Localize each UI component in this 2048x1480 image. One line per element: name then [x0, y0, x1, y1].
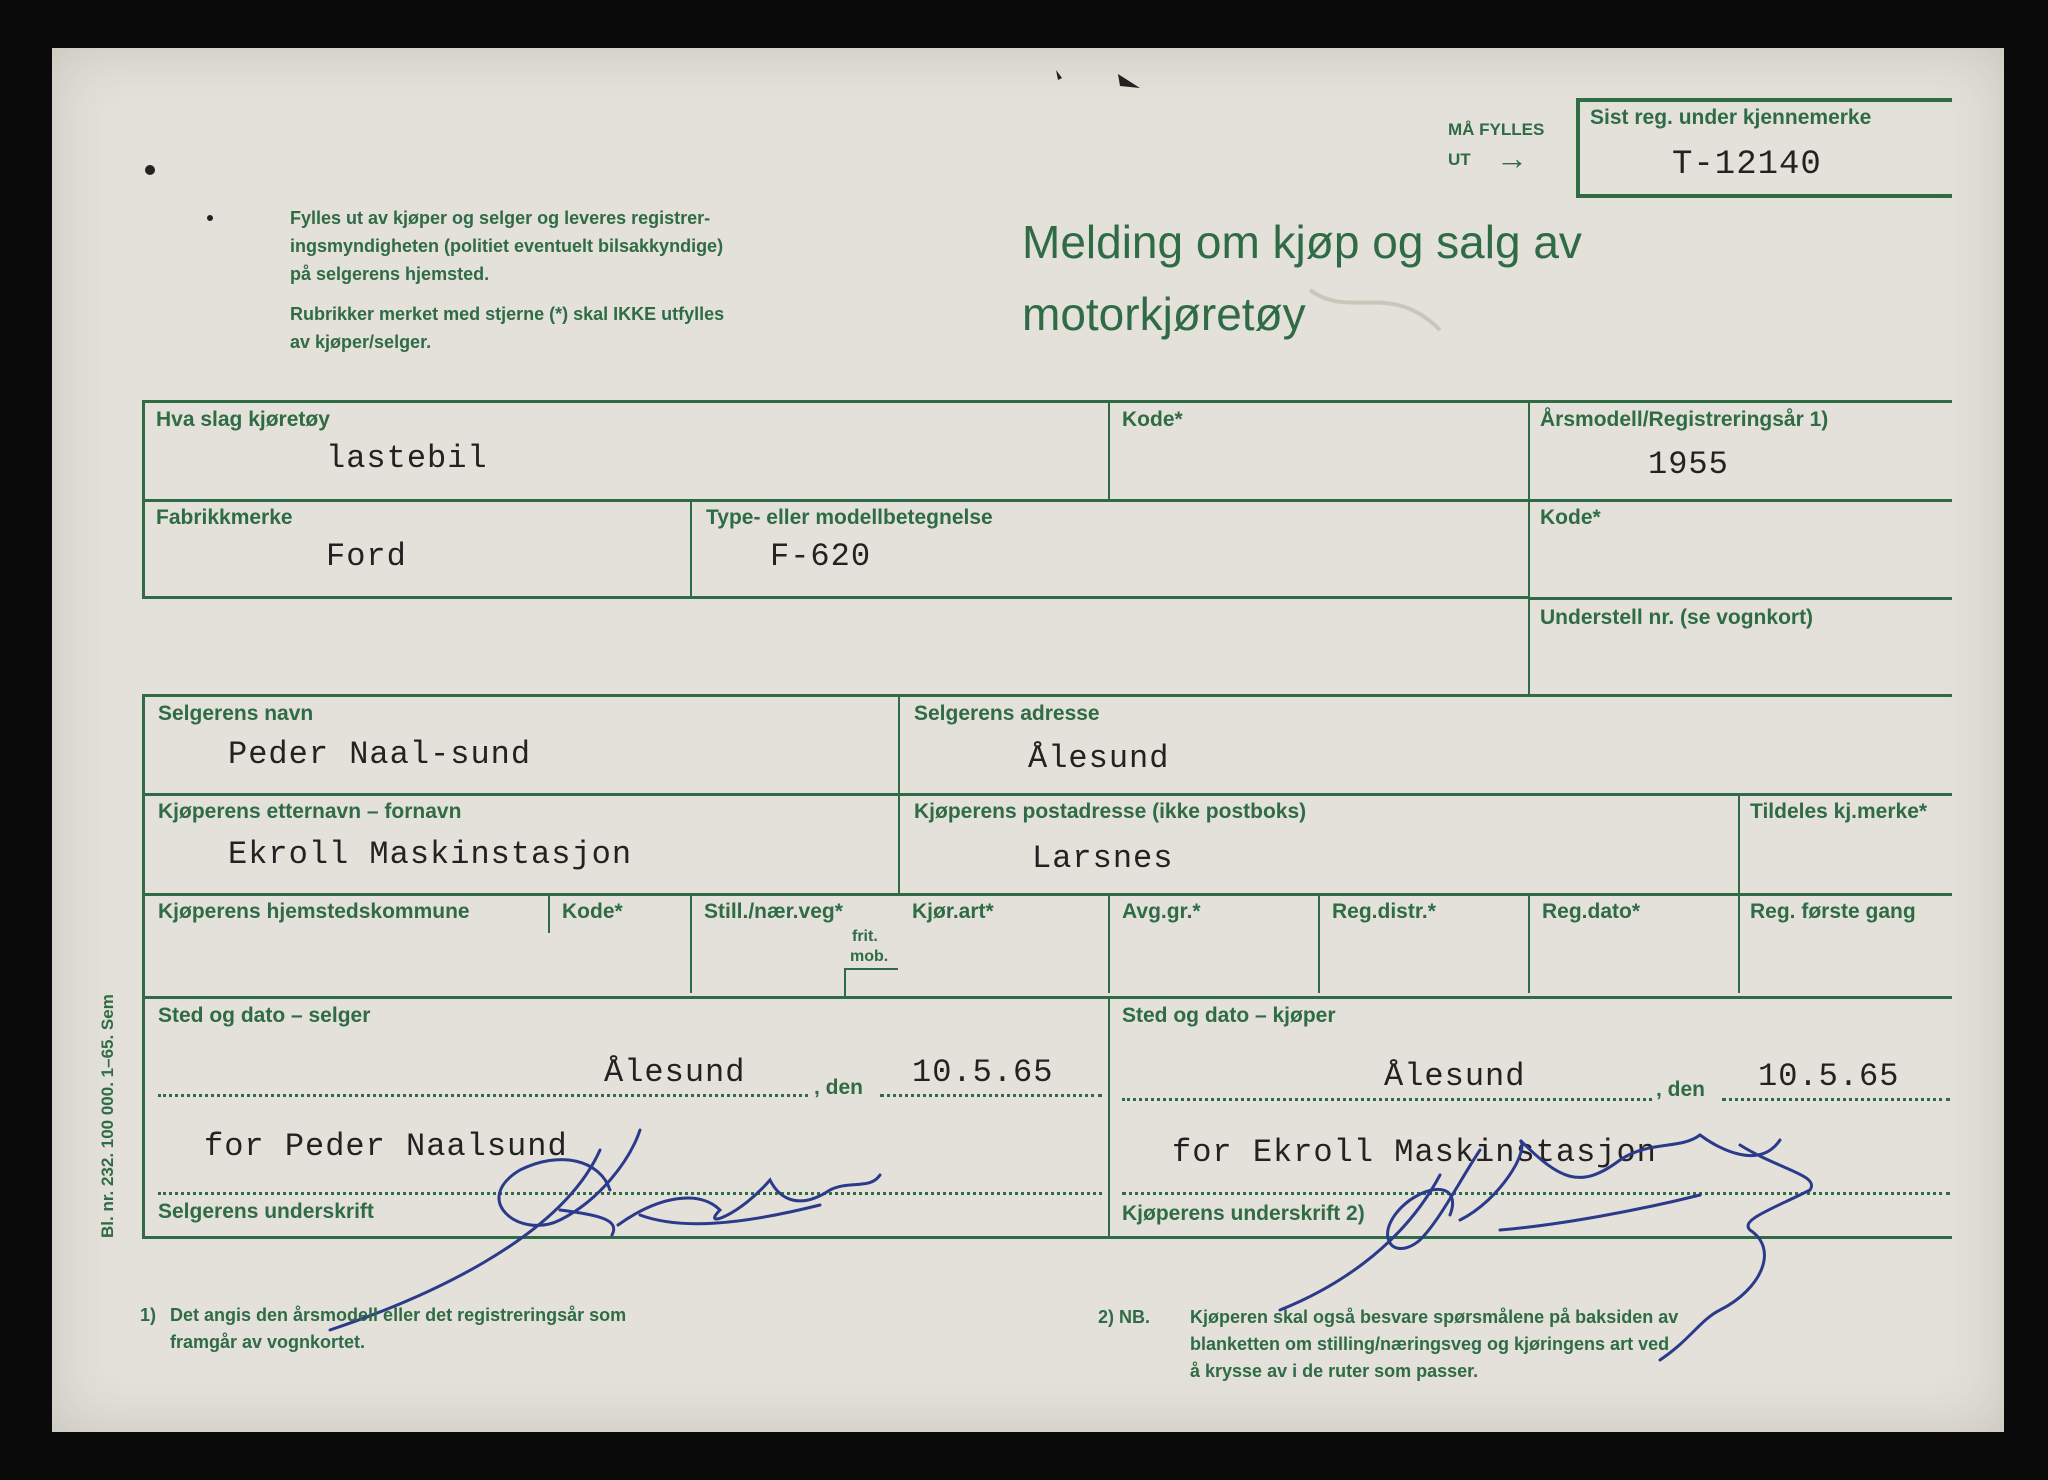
buyer-place-value: Ålesund: [1384, 1058, 1526, 1095]
buyer-name-value: Ekroll Maskinstasjon: [228, 836, 633, 873]
form-title: Melding om kjøp og salg av motorkjøretøy: [1022, 216, 1582, 340]
kode3-label: Kode*: [562, 900, 623, 923]
regforste-label: Reg. første gang: [1750, 900, 1916, 923]
seller-date-value: 10.5.65: [912, 1054, 1054, 1091]
kode2-label: Kode*: [1540, 506, 1601, 529]
seller-place-label: Sted og dato – selger: [158, 1004, 371, 1027]
chassis-label: Understell nr. (se vognkort): [1540, 606, 1814, 629]
mob-label: mob.: [850, 948, 889, 965]
kode-label: Kode*: [1122, 408, 1183, 431]
den-label-2: , den: [1656, 1078, 1706, 1101]
side-print: Bl. nr. 232. 100 000. 1–65. Sem: [98, 994, 117, 1238]
reg-label: Sist reg. under kjennemerke: [1590, 106, 1872, 129]
year-label: Årsmodell/Registreringsår 1): [1540, 408, 1829, 431]
make-value: Ford: [326, 538, 407, 575]
buyer-place-label: Sted og dato – kjøper: [1122, 1004, 1336, 1027]
seller-address-label: Selgerens adresse: [914, 702, 1100, 725]
ut-label: UT: [1448, 150, 1471, 169]
type-value: F-620: [770, 538, 872, 575]
vehicle-kind-label: Hva slag kjøretøy: [156, 408, 330, 431]
year-value: 1955: [1648, 446, 1729, 483]
buyer-for-value: for Ekroll Maskinstasjon: [1172, 1134, 1657, 1171]
tildeles-label: Tildeles kj.merke*: [1750, 800, 1928, 823]
seller-place-value: Ålesund: [604, 1054, 746, 1091]
tear-mark: [1310, 290, 1440, 330]
buyer-address-value: Larsnes: [1032, 840, 1174, 877]
seller-address-value: Ålesund: [1028, 740, 1170, 777]
footnote-1-mark: 1): [140, 1305, 157, 1325]
regdistr-label: Reg.distr.*: [1332, 900, 1436, 923]
buyer-address-label: Kjøperens postadresse (ikke postboks): [914, 800, 1307, 823]
still-label: Still./nær.veg*: [704, 900, 843, 923]
den-label-1: , den: [814, 1076, 864, 1099]
seller-for-value: for Peder Naalsund: [204, 1128, 568, 1165]
buyer-name-label: Kjøperens etternavn – fornavn: [158, 800, 462, 823]
intro-text: Fylles ut av kjøper og selger og leveres registrer- ingsmyndigheten (politiet eventuelt bilsakkyndige) på selgerens hjemsted. Rubrikker merket med stjerne (*) skal IKKE utfylles av kjøper/selger.: [290, 208, 725, 352]
buyer-sign-label: Kjøperens underskrift 2): [1122, 1202, 1365, 1225]
ink-marks: [145, 70, 1140, 221]
frit-label: frit.: [852, 928, 878, 945]
footnote-2-mark: 2) NB.: [1098, 1307, 1151, 1327]
municipality-label: Kjøperens hjemstedskommune: [158, 900, 470, 923]
seller-signature: [330, 1130, 880, 1330]
ma-fylles-label: MÅ FYLLES: [1448, 120, 1545, 139]
footnote-1: Det angis den årsmodell eller det registreringsår som framgår av vognkortet.: [170, 1305, 627, 1352]
buyer-date-value: 10.5.65: [1758, 1058, 1900, 1095]
make-label: Fabrikkmerke: [156, 506, 293, 529]
footnote-2: Kjøperen skal også besvare spørsmålene på baksiden av blanketten om stilling/næringsveg og kjøringens art ved å krysse av i de ruter som passer.: [1190, 1307, 1679, 1381]
avggr-label: Avg.gr.*: [1122, 900, 1201, 923]
seller-name-value: Peder Naal-sund: [228, 736, 532, 773]
vehicle-kind-value: lastebil: [326, 440, 488, 477]
kjorart-label: Kjør.art*: [912, 900, 994, 923]
seller-name-label: Selgerens navn: [158, 702, 314, 725]
reg-value: T-12140: [1672, 146, 1822, 184]
regdato-label: Reg.dato*: [1542, 900, 1641, 923]
type-label: Type- eller modellbetegnelse: [706, 506, 993, 529]
arrow-icon: →: [1496, 140, 1528, 176]
seller-sign-label: Selgerens underskrift: [158, 1200, 374, 1223]
